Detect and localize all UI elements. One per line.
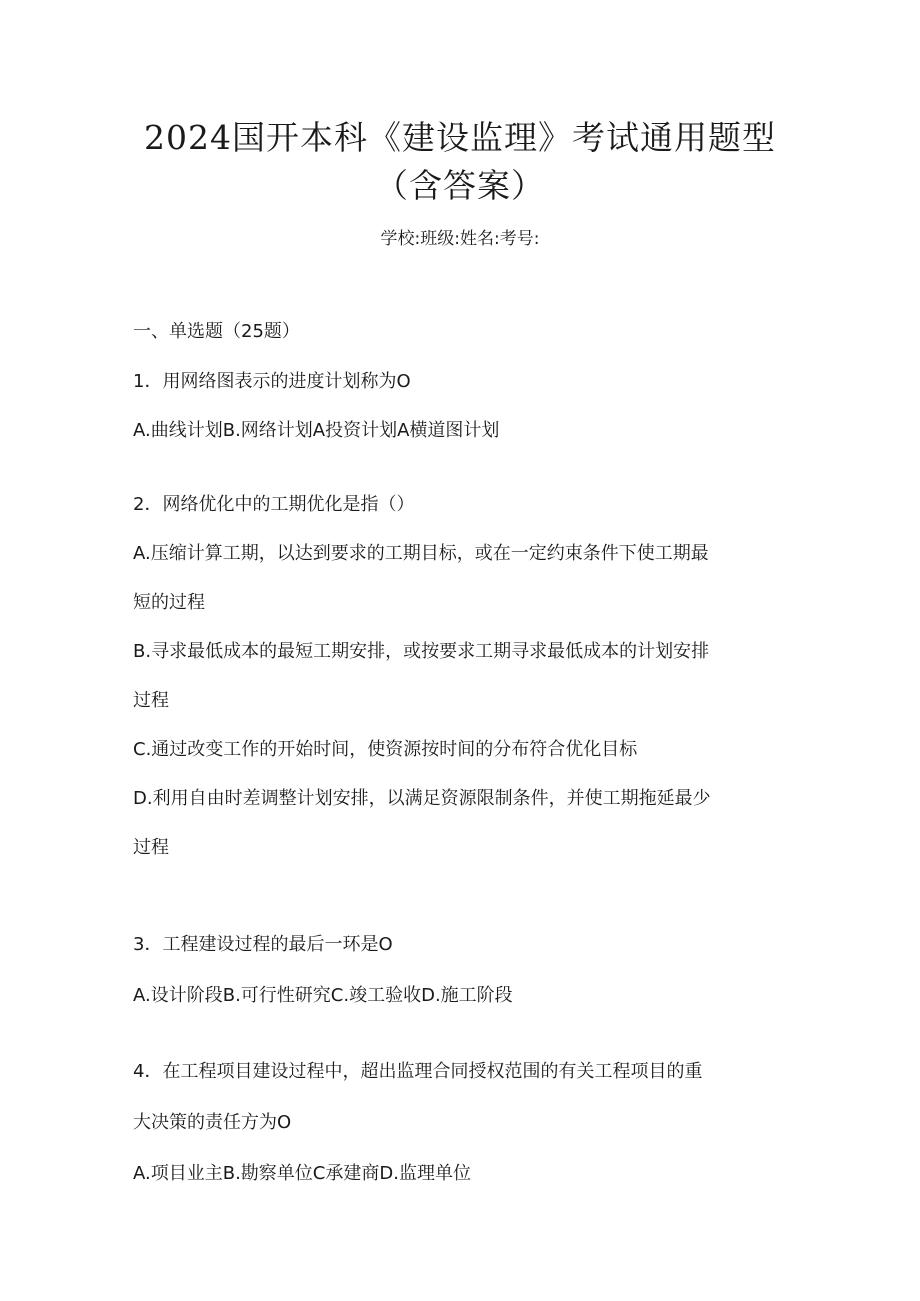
- question-2-option-a: A.压缩计算工期，以达到要求的工期目标，或在一定约束条件下使工期最: [133, 543, 709, 564]
- question-2-option-c: C.通过改变工作的开始时间，使资源按时间的分布符合优化目标: [133, 739, 638, 760]
- question-1-stem: 1．用网络图表示的进度计划称为O: [133, 371, 411, 392]
- question-2-option-a-cont: 短的过程: [133, 592, 205, 613]
- question-4-stem-cont: 大决策的责任方为O: [133, 1112, 292, 1133]
- question-2-option-d: D.利用自由时差调整计划安排，以满足资源限制条件，并使工期拖延最少: [133, 788, 711, 809]
- document-title-line-1: 2024国开本科《建设监理》考试通用题型: [144, 118, 776, 157]
- question-2-option-b: B.寻求最低成本的最短工期安排，或按要求工期寻求最低成本的计划安排: [133, 641, 710, 662]
- student-info-line: 学校:班级:姓名:考号:: [380, 229, 540, 249]
- document-title-line-2: （含答案）: [375, 166, 545, 205]
- question-3-stem: 3．工程建设过程的最后一环是O: [133, 934, 393, 955]
- question-2-option-b-cont: 过程: [133, 690, 169, 711]
- question-1-options: A.曲线计划B.网络计划A投资计划A横道图计划: [133, 420, 500, 441]
- question-4-stem: 4．在工程项目建设过程中，超出监理合同授权范围的有关工程项目的重: [133, 1061, 703, 1082]
- question-4-options: A.项目业主B.勘察单位C承建商D.监理单位: [133, 1163, 471, 1184]
- question-2-option-d-cont: 过程: [133, 837, 169, 858]
- question-2-stem: 2．网络优化中的工期优化是指（）: [133, 494, 415, 515]
- question-3-options: A.设计阶段B.可行性研究C.竣工验收D.施工阶段: [133, 985, 513, 1006]
- section-heading: 一、单选题（25题）: [133, 321, 300, 342]
